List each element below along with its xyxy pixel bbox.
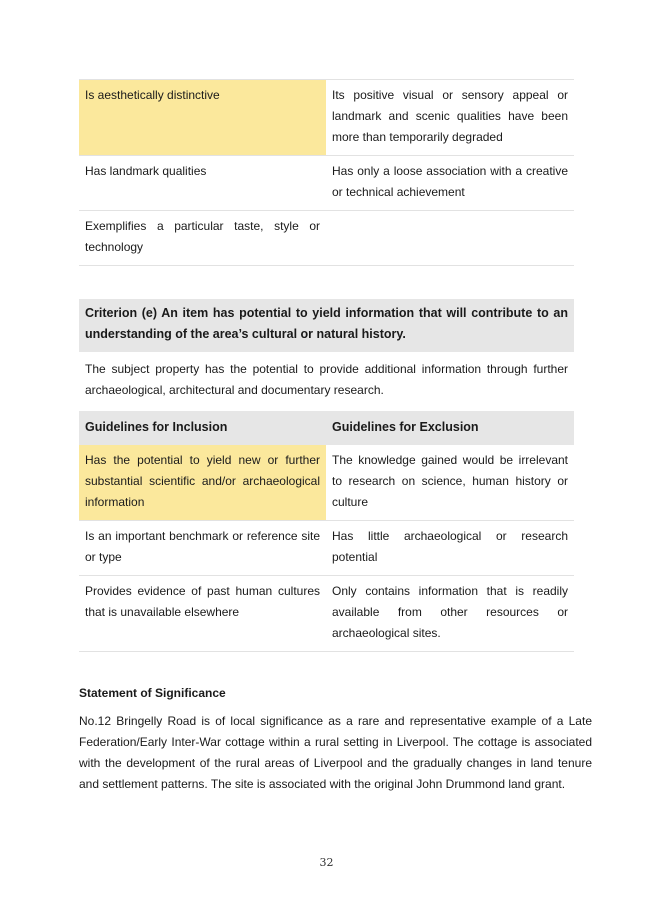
exclusion-cell: Only contains information that is readily available from other resources or archaeological sites. <box>326 576 574 652</box>
header-inclusion: Guidelines for Inclusion <box>79 411 326 445</box>
exclusion-cell <box>326 211 574 266</box>
table-row <box>79 445 574 521</box>
research-criterion-table <box>79 411 574 652</box>
inclusion-cell: Is aesthetically distinctive <box>79 80 326 156</box>
inclusion-cell: Has landmark qualities <box>79 156 326 211</box>
table-row <box>79 211 574 266</box>
exclusion-cell: Its positive visual or sensory appeal or landmark and scenic qualities have been more than temporarily degraded <box>326 80 574 156</box>
table-row <box>79 576 574 652</box>
page-number: 32 <box>319 856 334 869</box>
inclusion-cell: Provides evidence of past human cultures that is unavailable elsewhere <box>79 576 326 652</box>
inclusion-cell: Exemplifies a particular taste, style or technology <box>79 211 326 266</box>
criterion-e-text: The subject property has the potential to provide additional information through further archaeological, architectural and documentary research. <box>85 362 568 397</box>
exclusion-cell: Has only a loose association with a creative or technical achievement <box>326 156 574 211</box>
table-row <box>79 521 574 576</box>
criterion-e-heading: Criterion (e) An item has potential to yield information that will contribute to an understanding of the area’s cultural or natural history. <box>79 299 574 352</box>
table-row <box>79 80 574 156</box>
exclusion-cell: Has little archaeological or research potential <box>326 521 574 576</box>
table-header-row <box>79 411 574 445</box>
exclusion-cell: The knowledge gained would be irrelevant to research on science, human history or culture <box>326 445 574 521</box>
statement-body: No.12 Bringelly Road is of local significance as a rare and representative example of a Late Federation/Early Inter-War cottage within a rural setting in Liverpool. The cottage is associated with the development of the rural areas of Liverpool and the gradually changes in land tenure and settlement patterns. The site is associated with the original John Drummond land grant. <box>79 714 592 791</box>
inclusion-cell: Is an important benchmark or reference site or type <box>79 521 326 576</box>
inclusion-cell: Has the potential to yield new or further substantial scientific and/or archaeological information <box>79 445 326 521</box>
statement-title: Statement of Significance <box>79 686 226 700</box>
header-exclusion: Guidelines for Exclusion <box>326 411 574 445</box>
aesthetic-criterion-table <box>79 79 574 266</box>
table-row <box>79 156 574 211</box>
